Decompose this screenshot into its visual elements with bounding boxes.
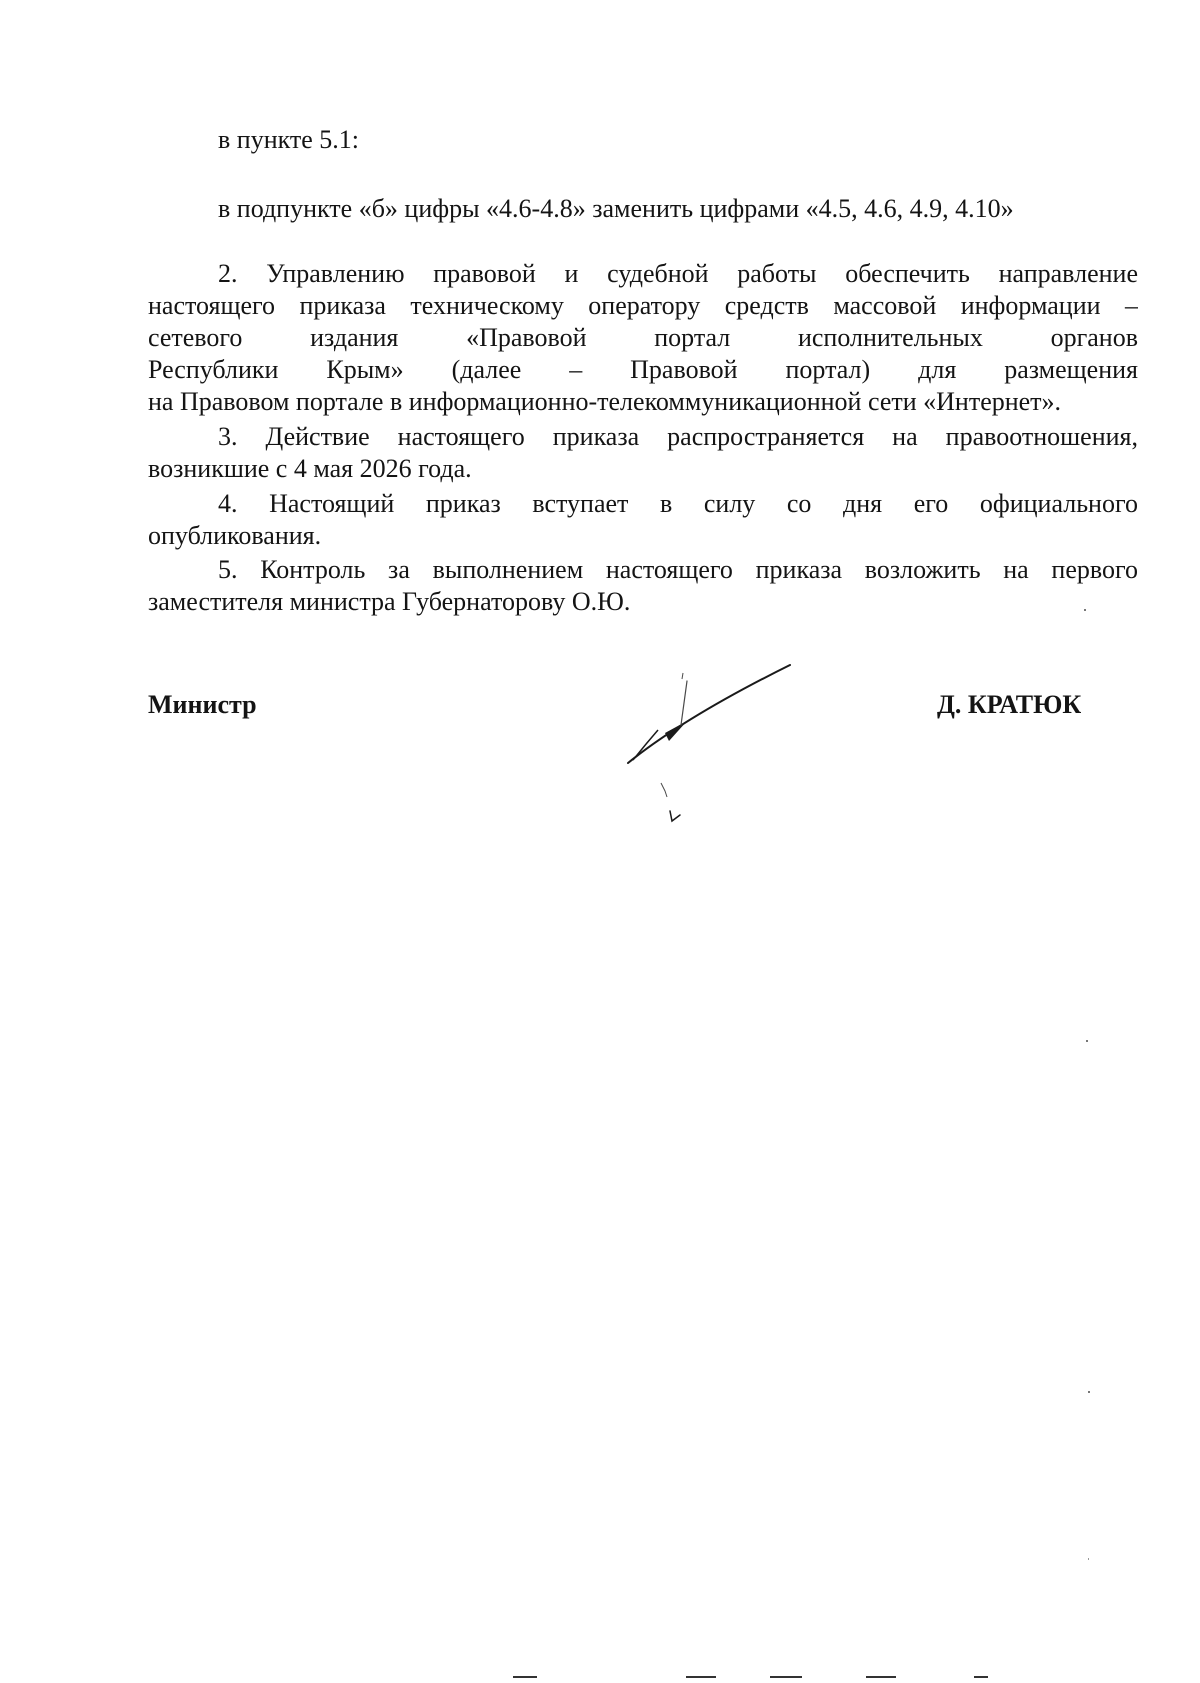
amendment-clause-line: в пункте 5.1: <box>218 125 360 154</box>
paragraph-2-line-3: сетевого издания «Правовой портал исполнительных органов <box>148 323 1138 352</box>
signatory-name: Д. КРАТЮК <box>937 690 1082 719</box>
paragraph-2-line-2: настоящего приказа техническому оператору средств массовой информации – <box>148 291 1138 320</box>
paragraph-5-line-2: заместителя министра Губернаторову О.Ю. <box>148 587 631 616</box>
paragraph-3-line-2: возникшие с 4 мая 2026 года. <box>148 454 472 483</box>
paragraph-3-line-1: 3. Действие настоящего приказа распространяется на правоотношения, <box>218 422 1138 451</box>
paragraph-2-line-5: на Правовом портале в информационно-телекоммуникационной сети «Интернет». <box>148 387 1062 416</box>
paragraph-5-line-1: 5. Контроль за выполнением настоящего приказа возложить на первого <box>218 555 1138 584</box>
paragraph-2-line-4: Республики Крым» (далее – Правовой портал) для размещения <box>148 355 1138 384</box>
signatory-position: Министр <box>148 690 257 719</box>
amendment-subclause-line: в подпункте «б» цифры «4.6-4.8» заменить цифрами «4.5, 4.6, 4.9, 4.10» <box>218 194 1014 223</box>
paragraph-4-line-2: опубликования. <box>148 521 322 550</box>
paragraph-2-line-1: 2. Управлению правовой и судебной работы обеспечить направление <box>218 259 1138 288</box>
handwritten-signature <box>625 655 805 835</box>
paragraph-4-line-1: 4. Настоящий приказ вступает в силу со дня его официального <box>218 489 1138 518</box>
